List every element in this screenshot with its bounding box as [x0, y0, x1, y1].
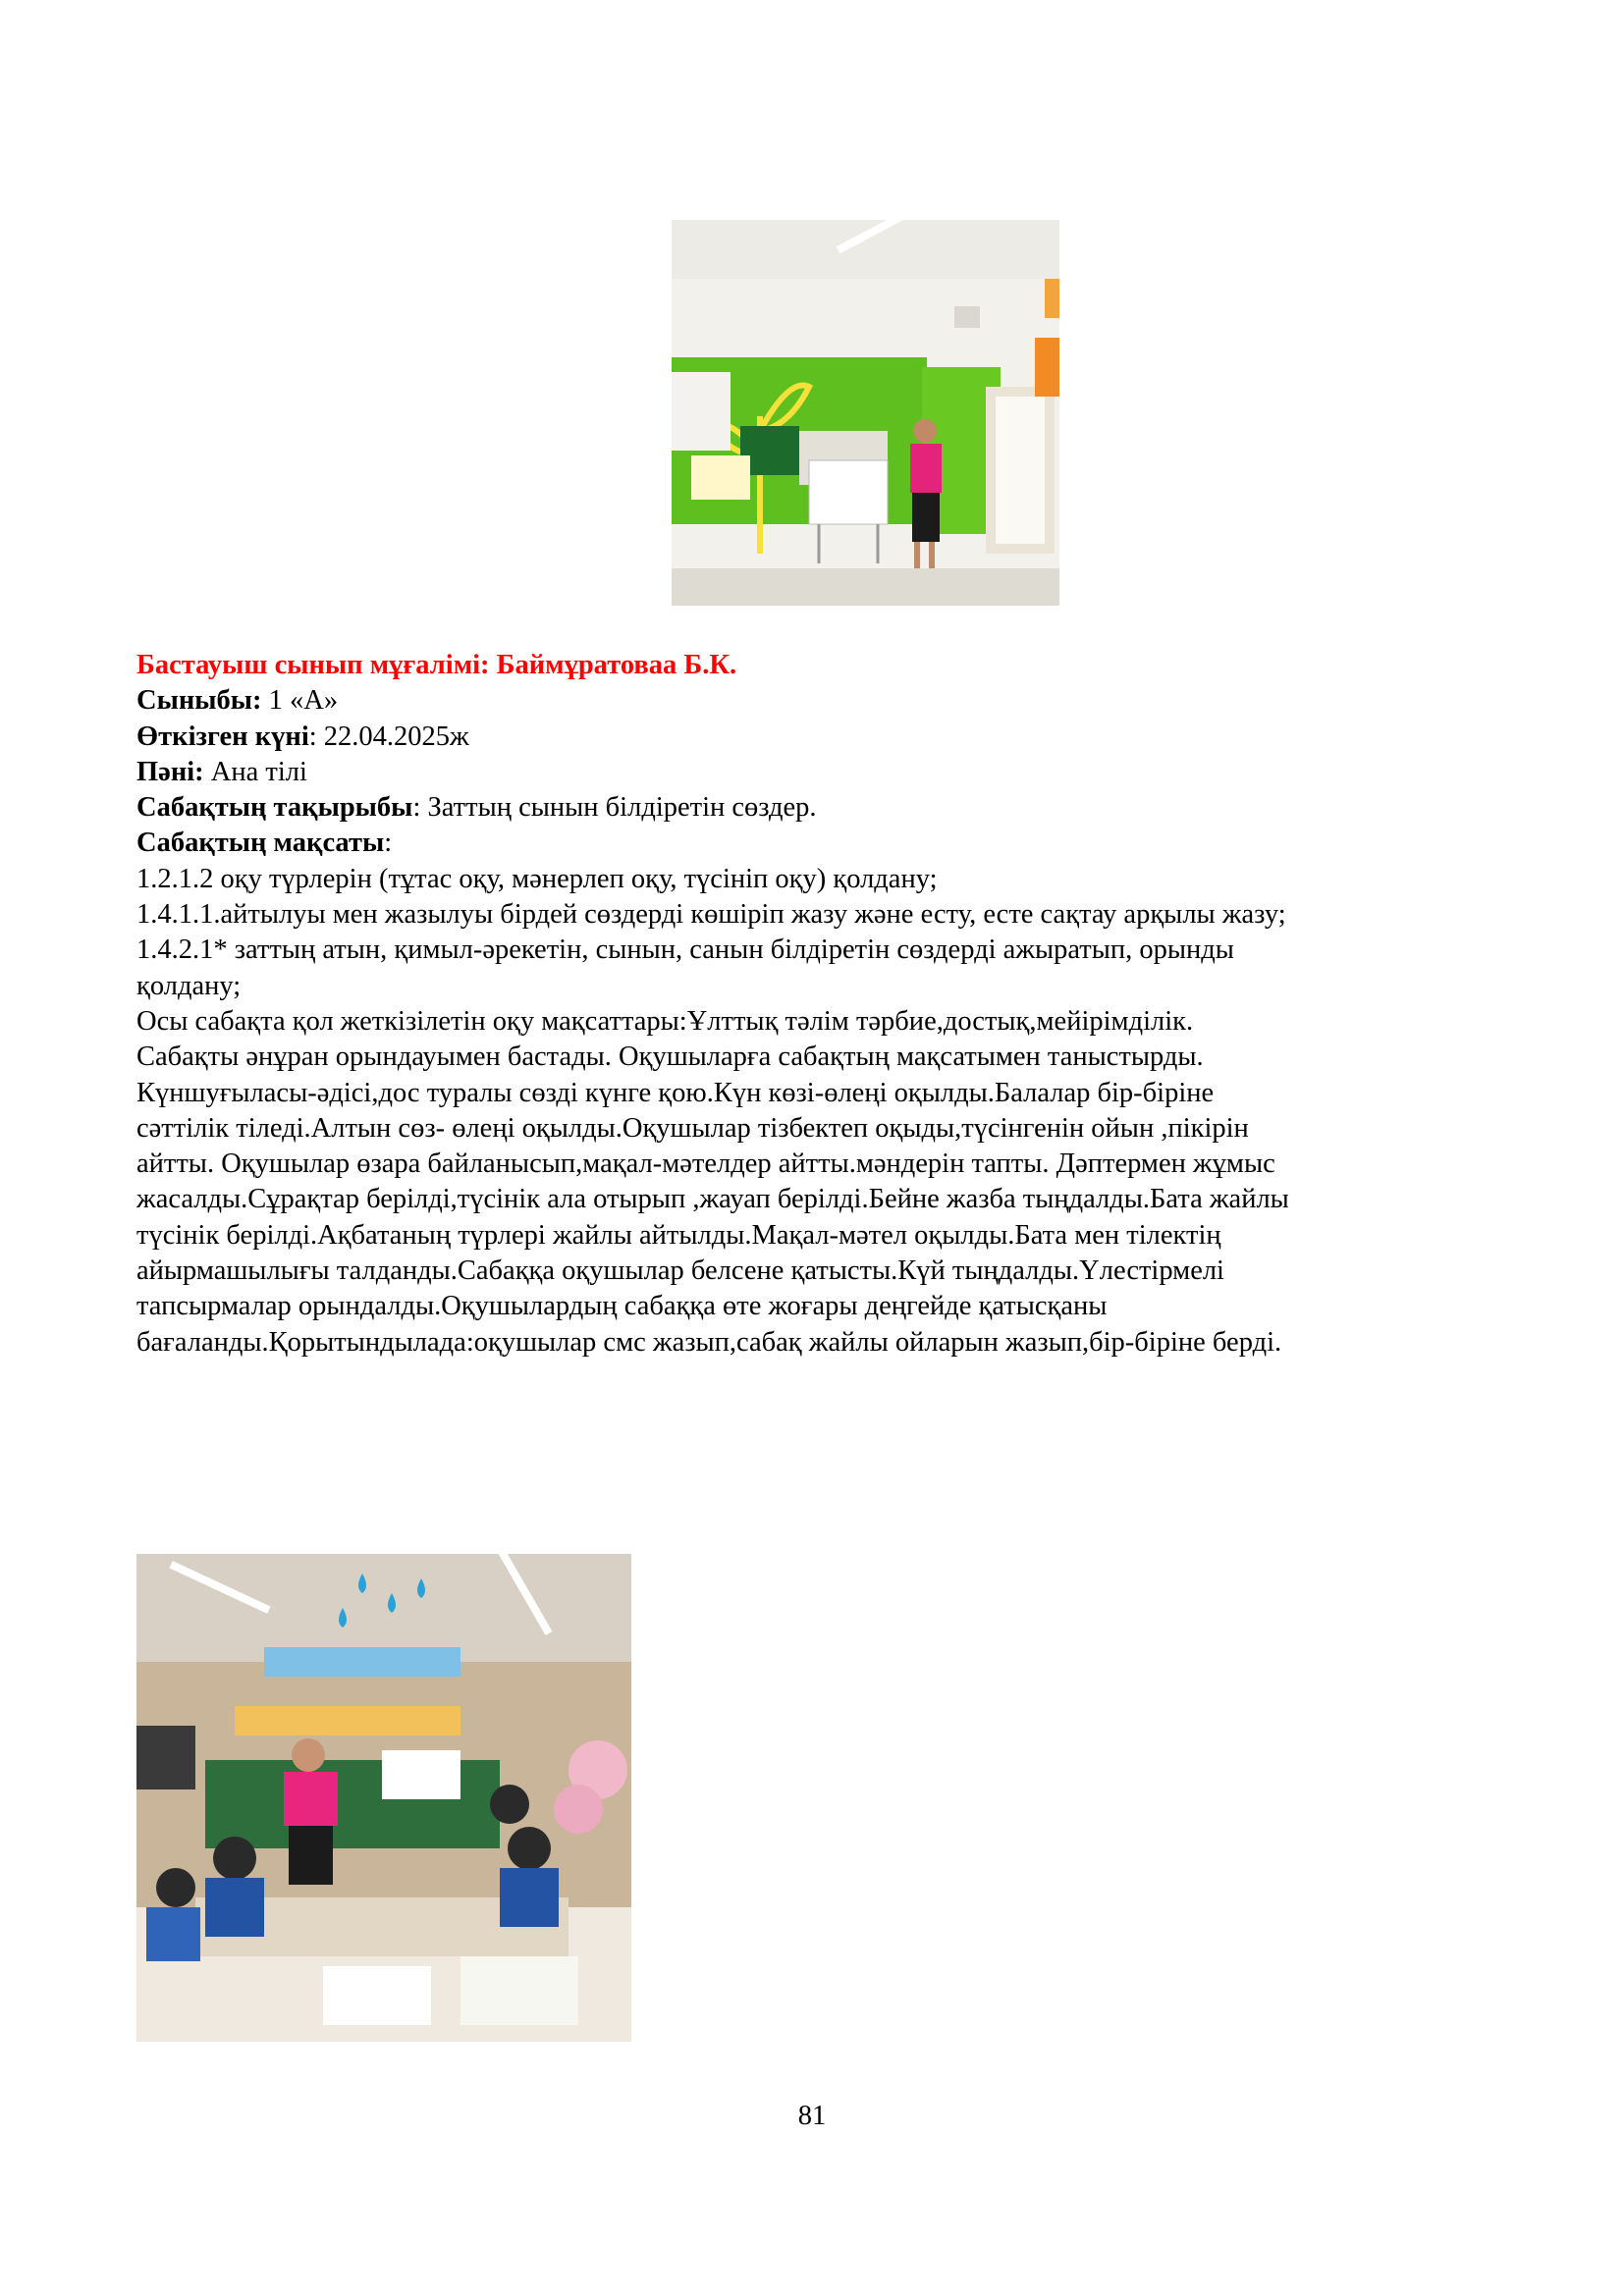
class-line: Сыныбы: 1 «А» — [136, 685, 339, 717]
body-line: Күншуғыласы-әдісі,дос туралы сөзді күнге қою.Күн көзі-өлеңі оқылды.Балалар бір-біріне — [136, 1077, 1215, 1108]
goal-line: Сабақтың мақсаты: — [136, 828, 393, 859]
body-line: айтты. Оқушылар өзара байланысып,мақал-мәтелдер айтты.мәндерін тапты. Дәптермен жұмыс — [136, 1148, 1275, 1180]
objective-line: 1.4.1.1.айтылуы мен жазылуы бірдей сөздерді көшіріп жазу және есту, есте сақтау арқылы жазу; — [136, 899, 1286, 931]
objective-line: қолдану; — [136, 970, 242, 1001]
body-line: Сабақты әнұран орындауымен бастады. Оқушыларға сабақтың мақсатымен таныстырды. — [136, 1041, 1204, 1073]
objective-line: 1.4.2.1* заттың атын, қимыл-әрекетін, сынын, санын білдіретін сөздерді ажыратып, орынды — [136, 934, 1234, 966]
body-line: тапсырмалар орындалды.Оқушылардың сабаққа өте жоғары деңгейде қатысқаны — [136, 1291, 1108, 1322]
classroom-photo-bottom — [136, 1554, 631, 2042]
classroom-photo-top — [672, 220, 1059, 606]
body-line: бағаланды.Қорытындылада:оқушылар смс жазып,сабақ жайлы ойларын жазып,бір-біріне берді. — [136, 1326, 1282, 1358]
teacher-line: Бастауыш сынып мұғалімі: Баймұратоваа Б.К. — [136, 650, 737, 680]
page-number: 81 — [797, 2101, 827, 2131]
body-line: айырмашылығы талданды.Сабаққа оқушылар белсене қатысты.Күй тыңдалды.Үлестірмелі — [136, 1255, 1224, 1287]
topic-line: Сабақтың тақырыбы: Заттың сынын білдіретін сөздер. — [136, 792, 817, 824]
lesson-text — [136, 648, 1501, 1361]
subject-line: Пәні: Ана тілі — [136, 756, 307, 787]
objective-line: 1.2.1.2 оқу түрлерін (тұтас оқу, мәнерлеп оқу, түсініп оқу) қолдану; — [136, 863, 938, 894]
body-line: жасалды.Сұрақтар берілді,түсінік ала отырып ,жауап берілді.Бейне жазба тыңдалды.Бата жайлы — [136, 1184, 1289, 1215]
body-line: Осы сабақта қол жеткізілетін оқу мақсаттары:Ұлттық тәлім тәрбие,достық,мейірімділік. — [136, 1005, 1194, 1037]
date-line: Өткізген күні: 22.04.2025ж — [136, 721, 469, 752]
body-line: түсінік берілді.Ақбатаның түрлері жайлы айтылды.Мақал-мәтел оқылды.Бата мен тілектің — [136, 1219, 1221, 1251]
body-line: сәттілік тіледі.Алтын сөз- өлеңі оқылды.Оқушылар тізбектеп оқыды,түсінгенін ойын ,пікірін — [136, 1112, 1249, 1144]
